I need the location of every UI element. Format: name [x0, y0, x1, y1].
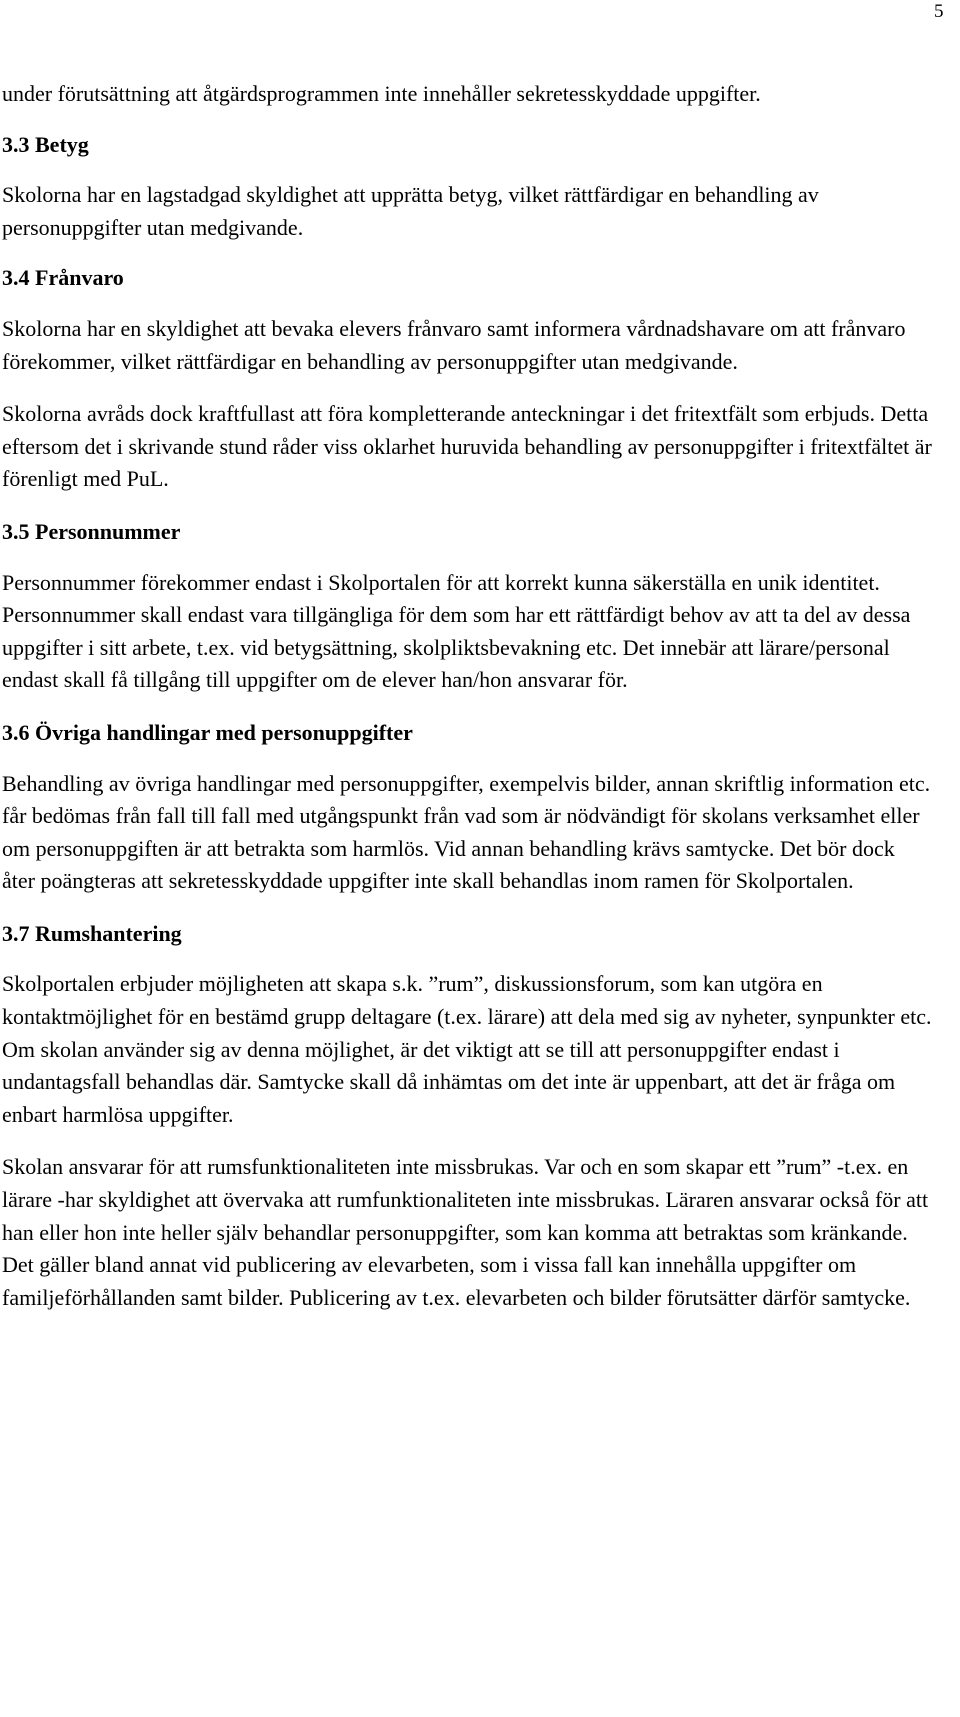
- ovriga-paragraph: Behandling av övriga handlingar med personuppgifter, exempelvis bilder, annan skriftlig information etc. får bedömas från fall till fall med utgångspunkt från vad som är nödvändigt för skolans verksamhet eller om personuppgiften är att betrakta som harmlös. Vid annan behandling krävs samtycke. Det bör dock åter poängteras att sekretesskyddade uppgifter inte skall behandlas inom ramen för Skolportalen.: [2, 770, 931, 894]
- section-heading-rum: 3.7 Rumshantering: [2, 920, 182, 946]
- franvaro-paragraph-1: Skolorna har en skyldighet att bevaka elevers frånvaro samt informera vårdnadshavare om att frånvaro förekommer, vilket rättfärdigar en behandling av personuppgifter utan medgivande.: [2, 315, 906, 374]
- page-number: 5: [934, 1, 944, 22]
- section-heading-ovriga: 3.6 Övriga handlingar med personuppgifter: [2, 719, 413, 745]
- section-heading-franvaro: 3.4 Frånvaro: [2, 265, 124, 291]
- intro-paragraph: under förutsättning att åtgärdsprogrammen inte innehåller sekretesskyddade uppgifter.: [2, 81, 761, 106]
- franvaro-paragraph-2: Skolorna avråds dock kraftfullast att föra kompletterande anteckningar i det fritextfält som erbjuds. Detta eftersom det i skrivande stund råder viss oklarhet huruvida behandling av personuppgifter i fritextfältet är förenligt med PuL.: [2, 401, 932, 492]
- section-heading-betyg: 3.3 Betyg: [2, 131, 89, 157]
- rum-paragraph-2: Skolan ansvarar för att rumsfunktionaliteten inte missbrukas. Var och en som skapar ett ”rum” -t.ex. en lärare -har skyldighet att övervaka att rumfunktionaliteten inte missbrukas. Läraren ansvarar också för att han eller hon inte heller själv behandlar personuppgifter, som kan komma att betraktas som kränkande. Det gäller bland annat vid publicering av elevarbeten, som i vissa fall kan innehålla uppgifter om familjeförhållanden samt bilder. Publicering av t.ex. elevarbeten och bilder förutsätter därför samtycke.: [2, 1154, 929, 1310]
- section-heading-personnummer: 3.5 Personnummer: [2, 518, 181, 544]
- personnummer-paragraph: Personnummer förekommer endast i Skolportalen för att korrekt kunna säkerställa en unik identitet. Personnummer skall endast vara tillgängliga för dem som har ett rättfärdigt behov av att ta del av dessa uppgifter i sitt arbete, t.ex. vid betygsättning, skolpliktsbevakning etc. Det innebär att lärare/personal endast skall få tillgång till uppgifter om de elever han/hon ansvarar för.: [2, 569, 911, 693]
- betyg-paragraph: Skolorna har en lagstadgad skyldighet att upprätta betyg, vilket rättfärdigar en behandling av personuppgifter utan medgivande.: [2, 182, 819, 240]
- rum-paragraph-1: Skolportalen erbjuder möjligheten att skapa s.k. ”rum”, diskussionsforum, som kan utgöra en kontaktmöjlighet för en bestämd grupp deltagare (t.ex. lärare) att dela med sig av nyheter, synpunkter etc. Om skolan använder sig av denna möjlighet, är det viktigt att se till att personuppgifter endast i undantagsfall behandlas där. Samtycke skall då inhämtas om det inte är uppenbart, att det är fråga om enbart harmlösa uppgifter.: [2, 971, 932, 1127]
- document-body: [2, 78, 932, 1314]
